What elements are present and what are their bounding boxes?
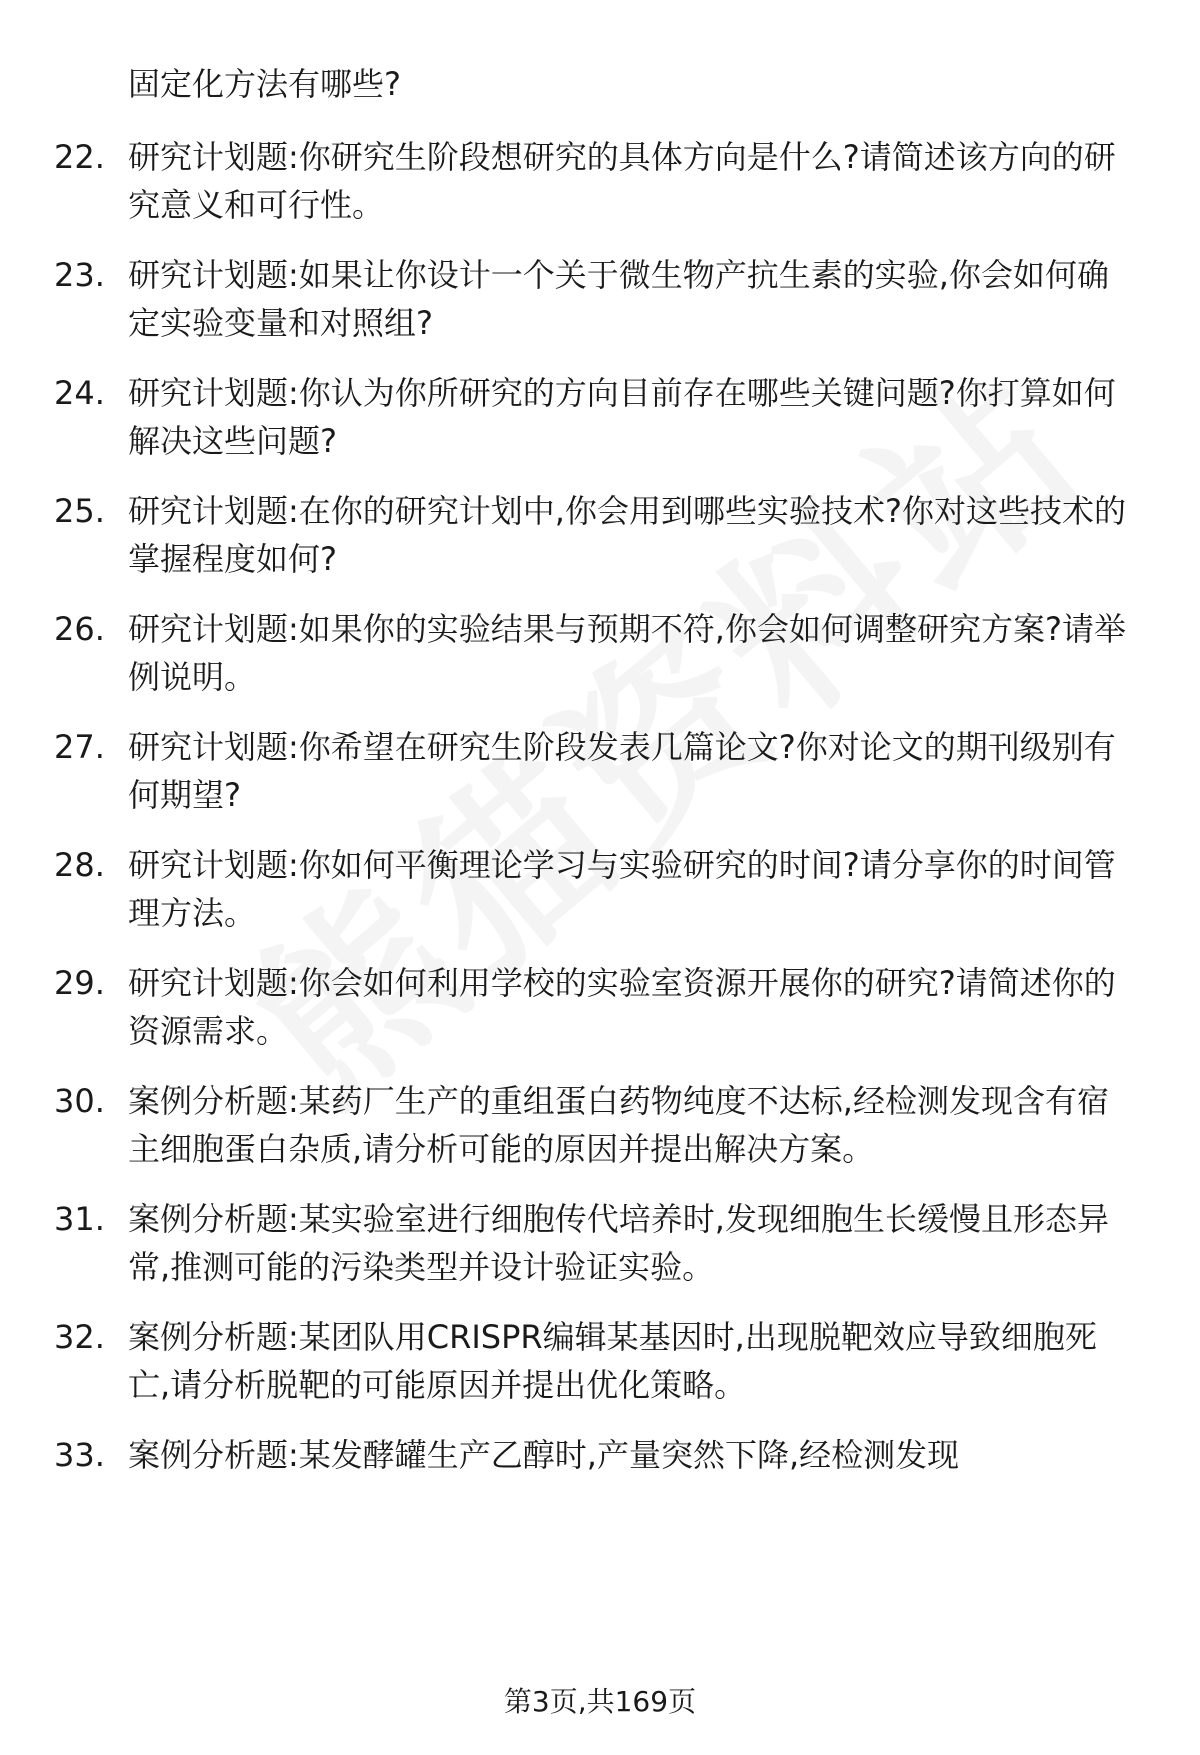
item-text: 研究计划题:你希望在研究生阶段发表几篇论文?你对论文的期刊级别有何期望? [128, 728, 1116, 814]
item-number: 32. [54, 1318, 105, 1356]
page-footer: 第3页,共169页 [503, 1685, 697, 1718]
item-text: 研究计划题:如果让你设计一个关于微生物产抗生素的实验,你会如何确定实验变量和对照组? [128, 256, 1109, 342]
item-text: 案例分析题:某团队用CRISPR编辑某基因时,出现脱靶效应导致细胞死亡,请分析脱靶的可能原因并提出优化策略。 [128, 1318, 1097, 1404]
item-text: 案例分析题:某发酵罐生产乙醇时,产量突然下降,经检测发现 [128, 1436, 960, 1474]
item-number: 25. [54, 492, 105, 530]
item-number: 28. [54, 846, 105, 884]
item-text: 研究计划题:你会如何利用学校的实验室资源开展你的研究?请简述你的资源需求。 [128, 964, 1116, 1050]
continuation-text: 固定化方法有哪些? [128, 65, 401, 103]
item-text: 案例分析题:某药厂生产的重组蛋白药物纯度不达标,经检测发现含有宿主细胞蛋白杂质,请分析可能的原因并提出解决方案。 [128, 1082, 1109, 1168]
item-number: 23. [54, 256, 105, 294]
item-text: 案例分析题:某实验室进行细胞传代培养时,发现细胞生长缓慢且形态异常,推测可能的污染类型并设计验证实验。 [128, 1200, 1109, 1286]
item-number: 30. [54, 1082, 105, 1120]
item-number: 24. [54, 374, 105, 412]
item-text: 研究计划题:你如何平衡理论学习与实验研究的时间?请分享你的时间管理方法。 [128, 846, 1116, 932]
item-number: 33. [54, 1436, 105, 1474]
item-text: 研究计划题:如果你的实验结果与预期不符,你会如何调整研究方案?请举例说明。 [128, 610, 1126, 696]
item-number: 22. [54, 138, 105, 176]
item-number: 31. [54, 1200, 105, 1238]
item-text: 研究计划题:在你的研究计划中,你会用到哪些实验技术?你对这些技术的掌握程度如何? [128, 492, 1126, 578]
item-number: 26. [54, 610, 105, 648]
item-number: 27. [54, 728, 105, 766]
item-number: 29. [54, 964, 105, 1002]
item-text: 研究计划题:你研究生阶段想研究的具体方向是什么?请简述该方向的研究意义和可行性。 [128, 138, 1116, 224]
item-text: 研究计划题:你认为你所研究的方向目前存在哪些关键问题?你打算如何解决这些问题? [128, 374, 1116, 460]
